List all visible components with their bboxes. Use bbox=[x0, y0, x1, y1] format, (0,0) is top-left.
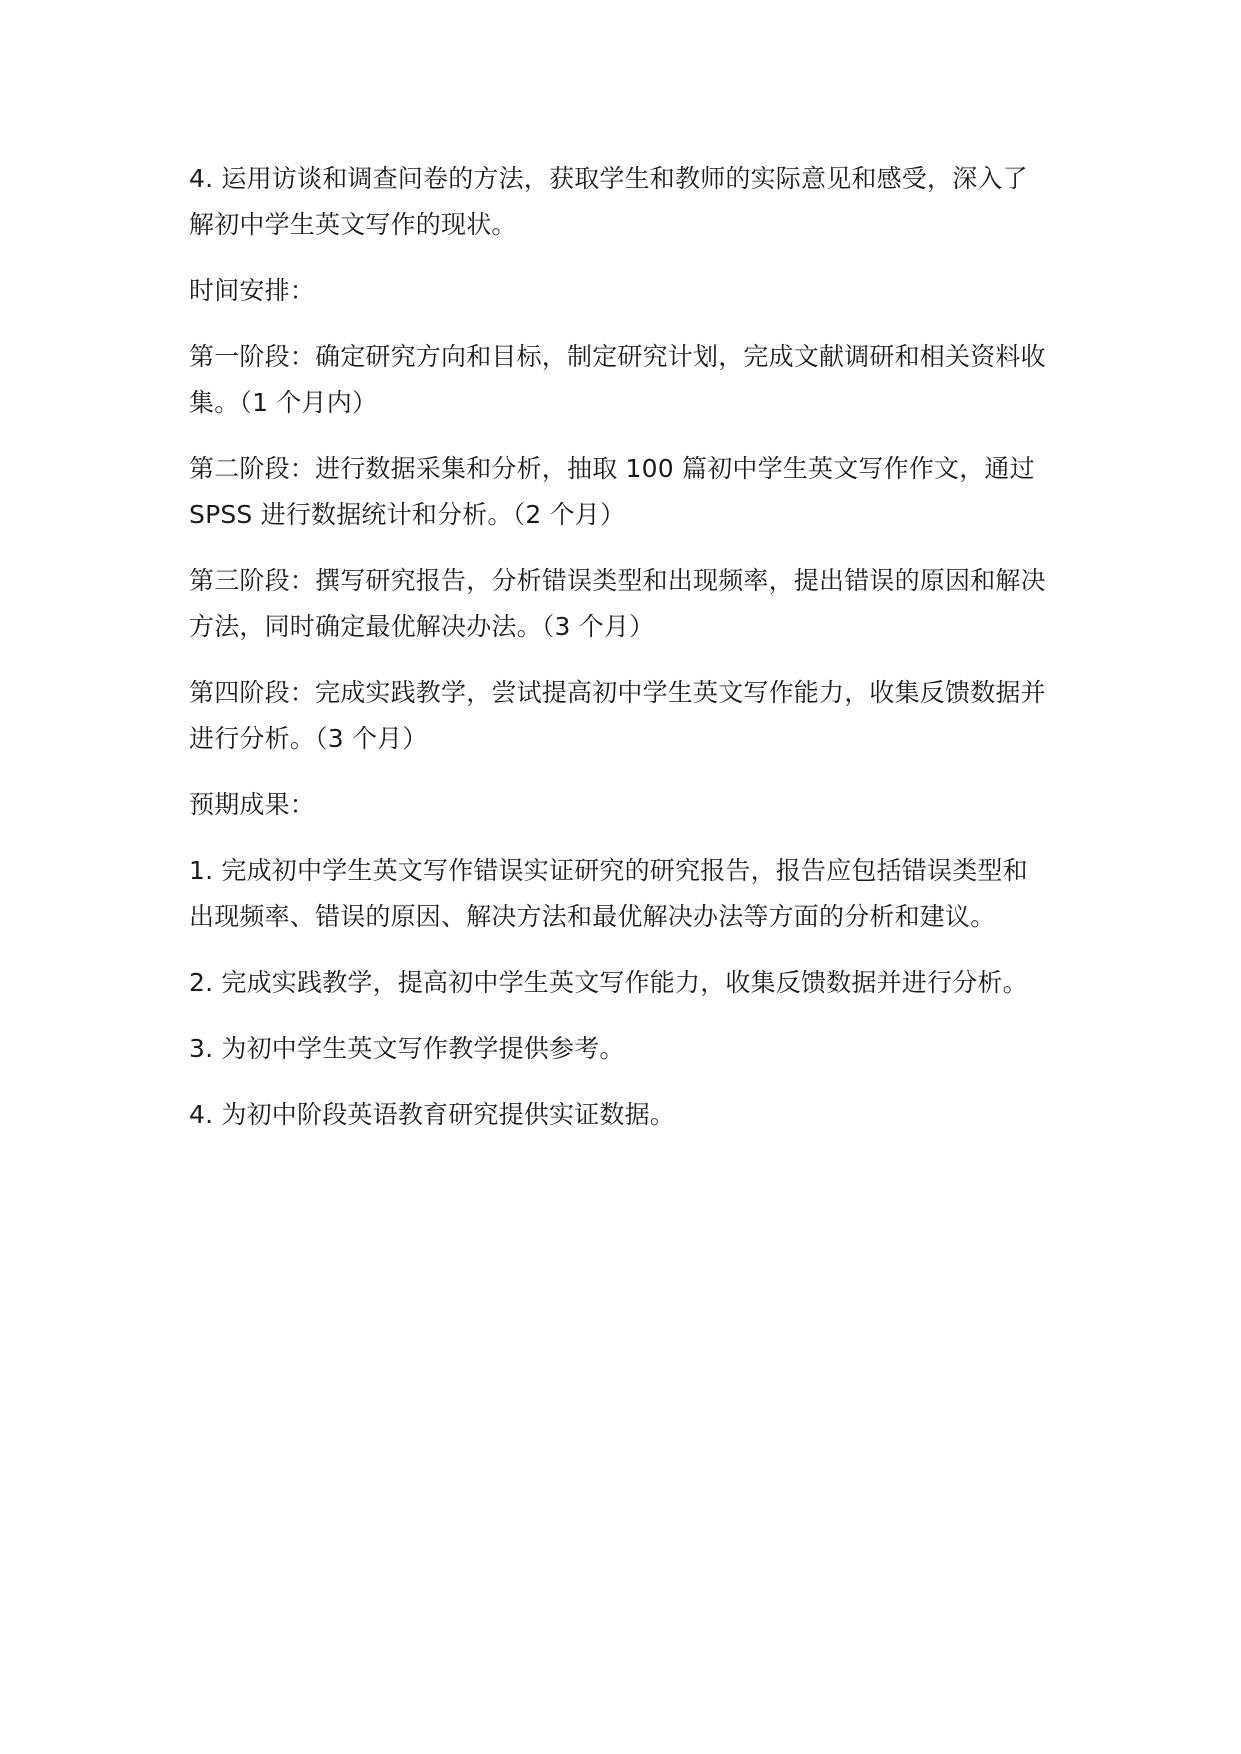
outcome-item-1: 1. 完成初中学生英文写作错误实证研究的研究报告，报告应包括错误类型和出现频率、错误的原因、解决方法和最优解决办法等方面的分析和建议。 bbox=[189, 856, 1028, 931]
method-item-4: 4. 运用访谈和调查问卷的方法，获取学生和教师的实际意见和感受，深入了解初中学生英文写作的现状。 bbox=[189, 164, 1028, 239]
schedule-stage-4: 第四阶段：完成实践教学，尝试提高初中学生英文写作能力，收集反馈数据并进行分析。（3 个月） bbox=[189, 678, 1046, 753]
document-body bbox=[189, 156, 1047, 1158]
schedule-stage-3: 第三阶段：撰写研究报告，分析错误类型和出现频率，提出错误的原因和解决方法，同时确定最优解决办法。（3 个月） bbox=[189, 566, 1046, 641]
schedule-stage-1: 第一阶段：确定研究方向和目标，制定研究计划，完成文献调研和相关资料收集。（1 个月内） bbox=[189, 342, 1046, 417]
outcome-item-3: 3. 为初中学生英文写作教学提供参考。 bbox=[189, 1034, 625, 1063]
outcomes-heading: 预期成果： bbox=[189, 790, 316, 819]
schedule-heading: 时间安排： bbox=[189, 276, 316, 305]
schedule-stage-2: 第二阶段：进行数据采集和分析，抽取 100 篇初中学生英文写作作文，通过 SPSS 进行数据统计和分析。（2 个月） bbox=[189, 454, 1035, 529]
outcome-item-4: 4. 为初中阶段英语教育研究提供实证数据。 bbox=[189, 1100, 676, 1129]
outcome-item-2: 2. 完成实践教学，提高初中学生英文写作能力，收集反馈数据并进行分析。 bbox=[189, 968, 1028, 997]
